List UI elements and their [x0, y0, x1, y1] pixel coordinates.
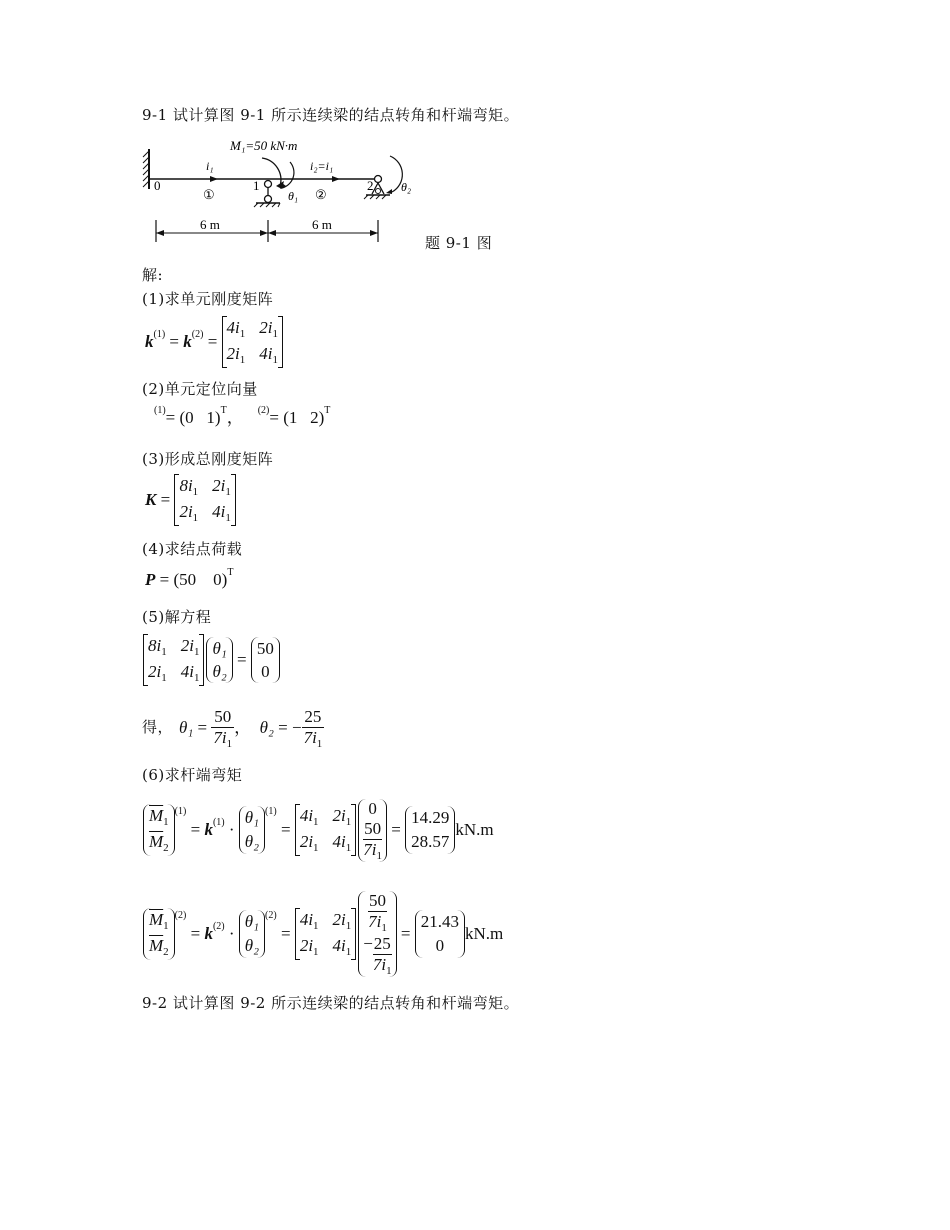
- matrix-K: $8i_1$ $2i_1$ $2i_1$ $4i_1$: [174, 474, 235, 526]
- span1-label: 6 m: [200, 217, 220, 232]
- step-3-label: (3)形成总刚度矩阵: [142, 450, 274, 468]
- step-2-label: (2)单元定位向量: [142, 380, 258, 398]
- end-moment-element-2: $\overline{M}_1$ $\overline{M}_2$ (2) = k (2) · θ₁ θ₂ (2) = $4i_1$ $2i_1$ $2i_1$ $4i_1$ $\frac{50}{7i_1}$ − $\frac{25}{7i_1}$ = 21.43 0 kN.m: [143, 886, 503, 982]
- elem2-stiffness-label: i₂=i₁: [310, 159, 334, 173]
- figure-caption: 题 9-1 图: [425, 234, 493, 252]
- theta1-label: θ₁: [288, 189, 299, 203]
- elem1-arrow-icon: [210, 176, 218, 182]
- moment-label: M₁=50 kN·m: [230, 138, 298, 153]
- problem-9-1-title: 9-1 试计算图 9-1 所示连续梁的结点转角和杆端弯矩。: [142, 106, 520, 124]
- node2-label: 2: [367, 178, 374, 193]
- elem2-arrow-icon: [332, 176, 340, 182]
- step-1-label: (1)求单元刚度矩阵: [142, 290, 274, 308]
- elem2-number: ②: [315, 187, 327, 202]
- step-5-label: (5)解方程: [142, 608, 212, 626]
- node1-label: 1: [253, 178, 260, 193]
- step-6-label: (6)求杆端弯矩: [142, 766, 243, 784]
- step-4-label: (4)求结点荷载: [142, 540, 243, 558]
- matrix-k: $4i_1$ $2i_1$ $2i_1$ $4i_1$: [222, 316, 283, 368]
- system-equation: $8i_1$ $2i_1$ $2i_1$ $4i_1$ θ₁ θ₂ = 50 0: [143, 634, 280, 686]
- elem1-number: ①: [203, 187, 215, 202]
- solution-result: 得， θ₁ = $\frac{50}{7i_1}$ ， θ₂ = − $\frac{25}{7i_1}$: [142, 706, 323, 750]
- load-vector-equation: P = (50 0) T: [145, 567, 234, 589]
- location-vectors: (1) = (0 1) T ， (2) = (1 2) T: [154, 405, 331, 427]
- global-stiffness-equation: K = $8i_1$ $2i_1$ $2i_1$ $4i_1$: [145, 474, 236, 526]
- span2-label: 6 m: [312, 217, 332, 232]
- element-stiffness-equation: k (1) = k (2) = $4i_1$ $2i_1$ $2i_1$ $4i_1$: [145, 316, 283, 368]
- elem1-stiffness-label: i₁: [206, 159, 214, 173]
- theta2-label: θ₂: [401, 180, 412, 194]
- node0-label: 0: [154, 178, 161, 193]
- problem-9-2-title: 9-2 试计算图 9-2 所示连续梁的结点转角和杆端弯矩。: [142, 994, 520, 1012]
- end-moment-element-1: $\overline{M}_1$ $\overline{M}_2$ (1) = k (1) · θ₁ θ₂ (1) = $4i_1$ $2i_1$ $2i_1$ $4i_1$ 0 50 $7i_1$ = 14.29 28.57 kN.m: [143, 796, 494, 864]
- solution-label: 解:: [142, 266, 164, 284]
